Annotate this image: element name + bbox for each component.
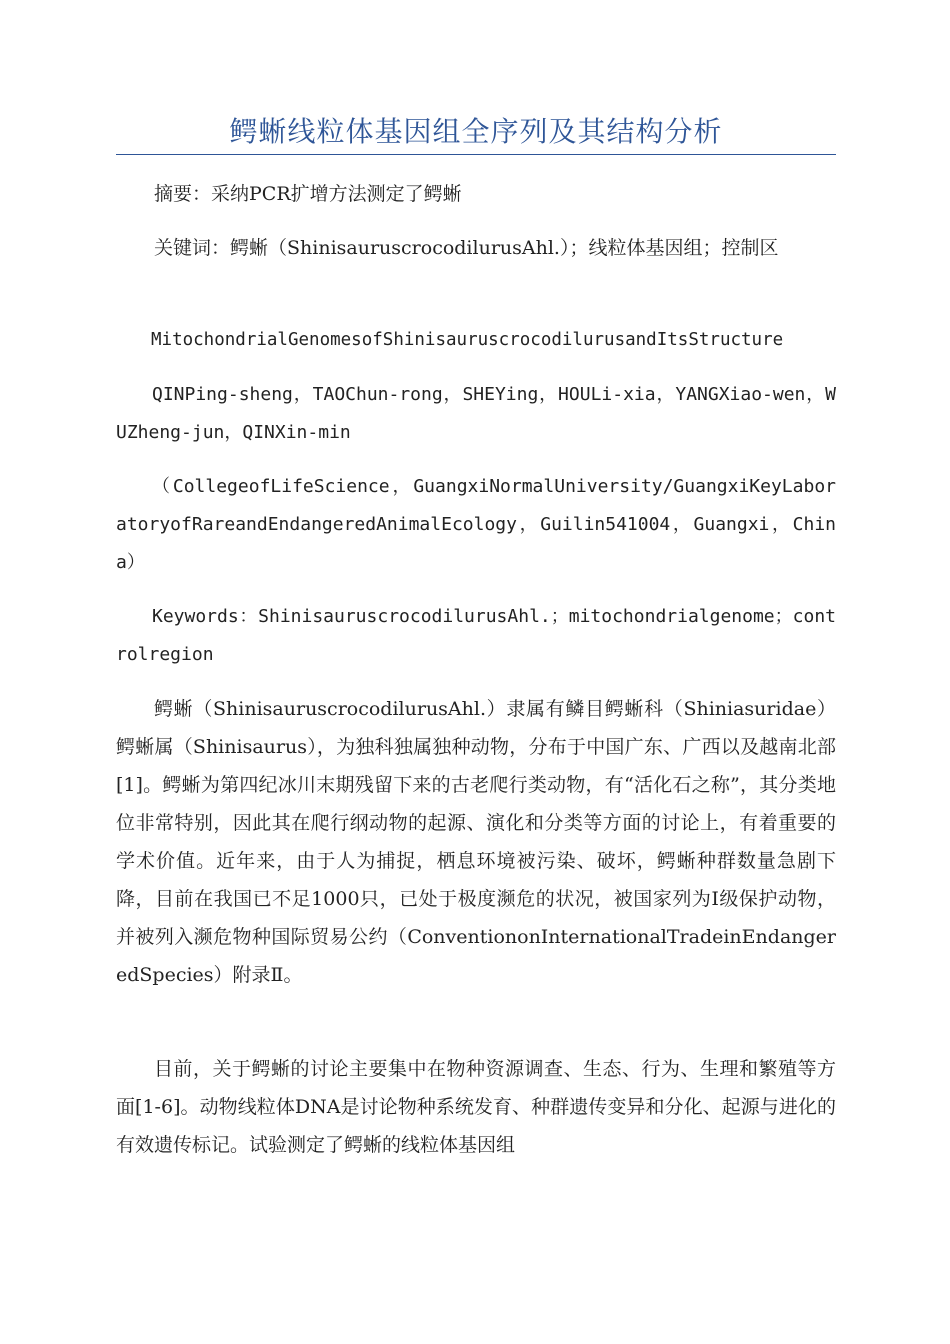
body-paragraph-2: 目前，关于鳄蜥的讨论主要集中在物种资源调查、生态、行为、生理和繁殖等方面[1-6]。动物线粒体DNA是讨论物种系统发育、种群遗传变异和分化、起源与进化的有效遗传标记。试验测定了鳄蜥的线粒体基因组 [116, 1058, 836, 1156]
keywords-cn-paragraph: 关键词：鳄蜥（ShinisauruscrocodilurusAhl.）；线粒体基因组；控制区 [154, 237, 779, 259]
document-title: 鳄蜥线粒体基因组全序列及其结构分析 [229, 115, 723, 148]
authors-paragraph: QINPing-sheng，TAOChun-rong，SHEYing，HOULi-xia，YANGXiao-wen，WUZheng-jun，QINXin-min [116, 384, 836, 443]
title-underline [116, 154, 836, 155]
body-paragraph-1: 鳄蜥（ShinisauruscrocodilurusAhl.）隶属有鳞目鳄蜥科（Shiniasuridae）鳄蜥属（Shinisaurus），为独科独属独种动物，分布于中国广东、广西以及越南北部[1]。鳄蜥为第四纪冰川末期残留下来的古老爬行类动物，有“活化石之称”，其分类地位非常特别，因此其在爬行纲动物的起源、演化和分类等方面的讨论上，有着重要的学术价值。近年来，由于人为捕捉，栖息环境被污染、破坏，鳄蜥种群数量急剧下降，目前在我国已不足1000只，已处于极度濒危的状况，被国家列为Ⅰ级保护动物，并被列入濒危物种国际贸易公约（ConventiononInternationalTradeinEndangeredSpecies）附录Ⅱ。 [116, 698, 836, 986]
abstract-paragraph: 摘要：采纳PCR扩增方法测定了鳄蜥 [154, 183, 462, 205]
english-title-paragraph: MitochondrialGenomesofShinisauruscrocodilurusandItsStructure [151, 330, 784, 350]
affiliation-paragraph: （CollegeofLifeScience，GuangxiNormalUniversity/GuangxiKeyLaboratoryofRareandEndangeredAnimalEcology，Guilin541004，Guangxi，China） [116, 476, 836, 573]
keywords-en-paragraph: Keywords：ShinisauruscrocodilurusAhl.；mitochondrialgenome；controlregion [116, 606, 836, 665]
